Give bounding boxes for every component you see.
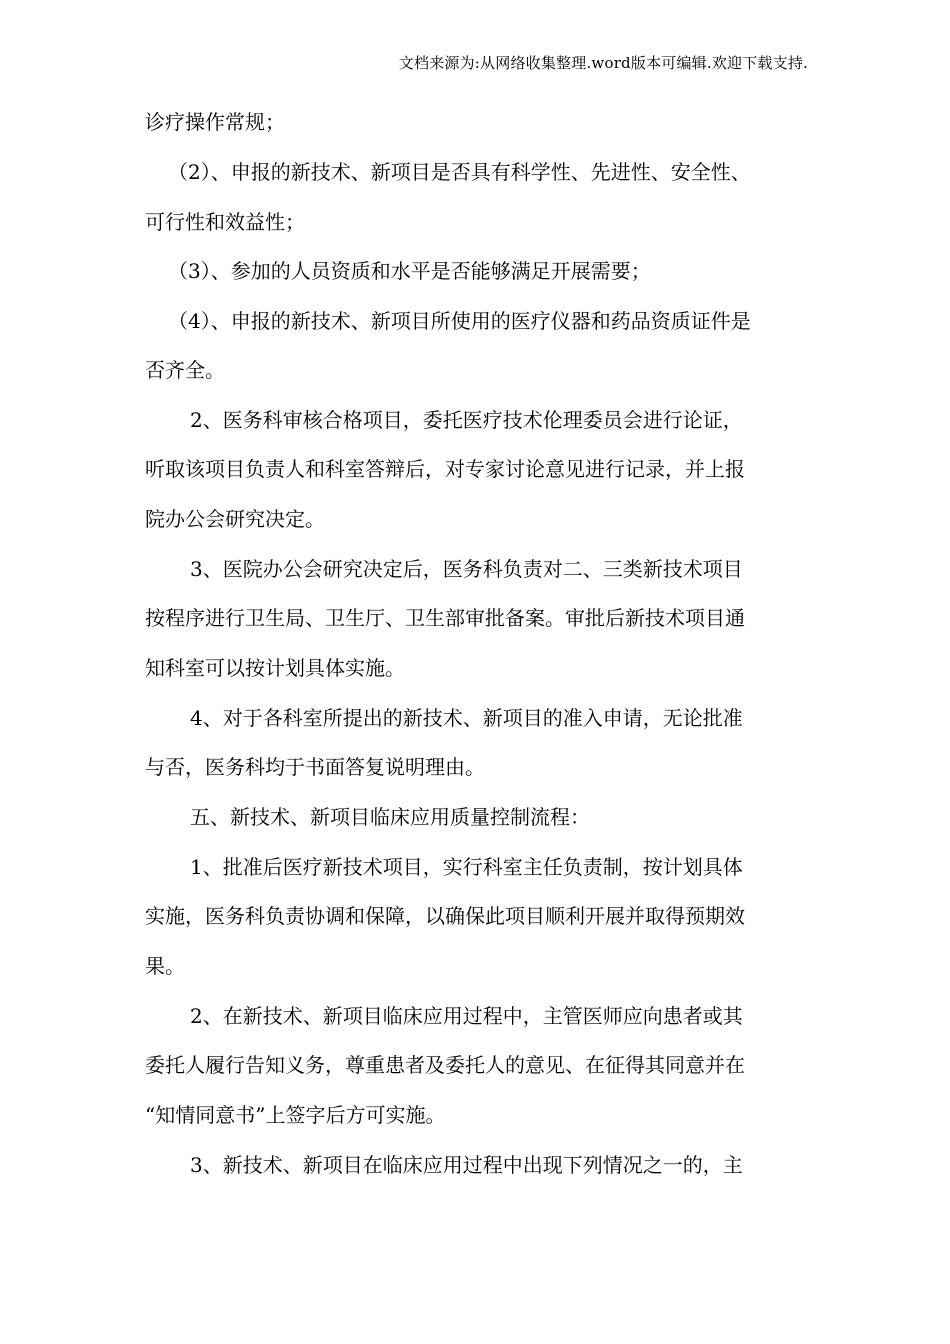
page-header-note: 文档来源为:从网络收集整理.word版本可编辑.欢迎下载支持. (398, 54, 808, 72)
text-line: 实施，医务科负责协调和保障，以确保此项目顺利开展并取得预期效 (145, 904, 745, 928)
text-line: 委托人履行告知义务，尊重患者及委托人的意见、在征得其同意并在 (145, 1053, 745, 1077)
text-line: （2）、申报的新技术、新项目是否具有科学性、先进性、安全性、 (168, 160, 751, 184)
text-line: 知科室可以按计划具体实施。 (145, 656, 405, 680)
text-line: 院办公会研究决定。 (145, 507, 325, 531)
text-line: “知情同意书”上签字后方可实施。 (145, 1103, 446, 1127)
text-line: 否齐全。 (145, 358, 225, 382)
text-line: 按程序进行卫生局、卫生厅、卫生部审批备案。审批后新技术项目通 (145, 606, 745, 630)
text-line: （4）、申报的新技术、新项目所使用的医疗仪器和药品资质证件是 (168, 309, 751, 333)
text-line: 果。 (145, 954, 185, 978)
text-line: 诊疗操作常规； (145, 110, 285, 134)
text-line: 2、医务科审核合格项目，委托医疗技术伦理委员会进行论证， (190, 408, 743, 432)
text-line: 4、对于各科室所提出的新技术、新项目的准入申请，无论批准 (190, 706, 743, 730)
text-line: 可行性和效益性； (145, 210, 305, 234)
text-line: 听取该项目负责人和科室答辩后，对专家讨论意见进行记录，并上报 (145, 457, 745, 481)
text-line: 2、在新技术、新项目临床应用过程中，主管医师应向患者或其 (190, 1004, 743, 1028)
section-heading: 五、新技术、新项目临床应用质量控制流程： (190, 805, 590, 829)
text-line: （3）、参加的人员资质和水平是否能够满足开展需要； (168, 259, 651, 283)
text-line: 3、医院办公会研究决定后，医务科负责对二、三类新技术项目 (190, 557, 743, 581)
text-line: 与否，医务科均于书面答复说明理由。 (145, 755, 485, 779)
text-line: 3、新技术、新项目在临床应用过程中出现下列情况之一的，主 (190, 1153, 743, 1177)
text-line: 1、批准后医疗新技术项目，实行科室主任负责制，按计划具体 (190, 855, 743, 879)
